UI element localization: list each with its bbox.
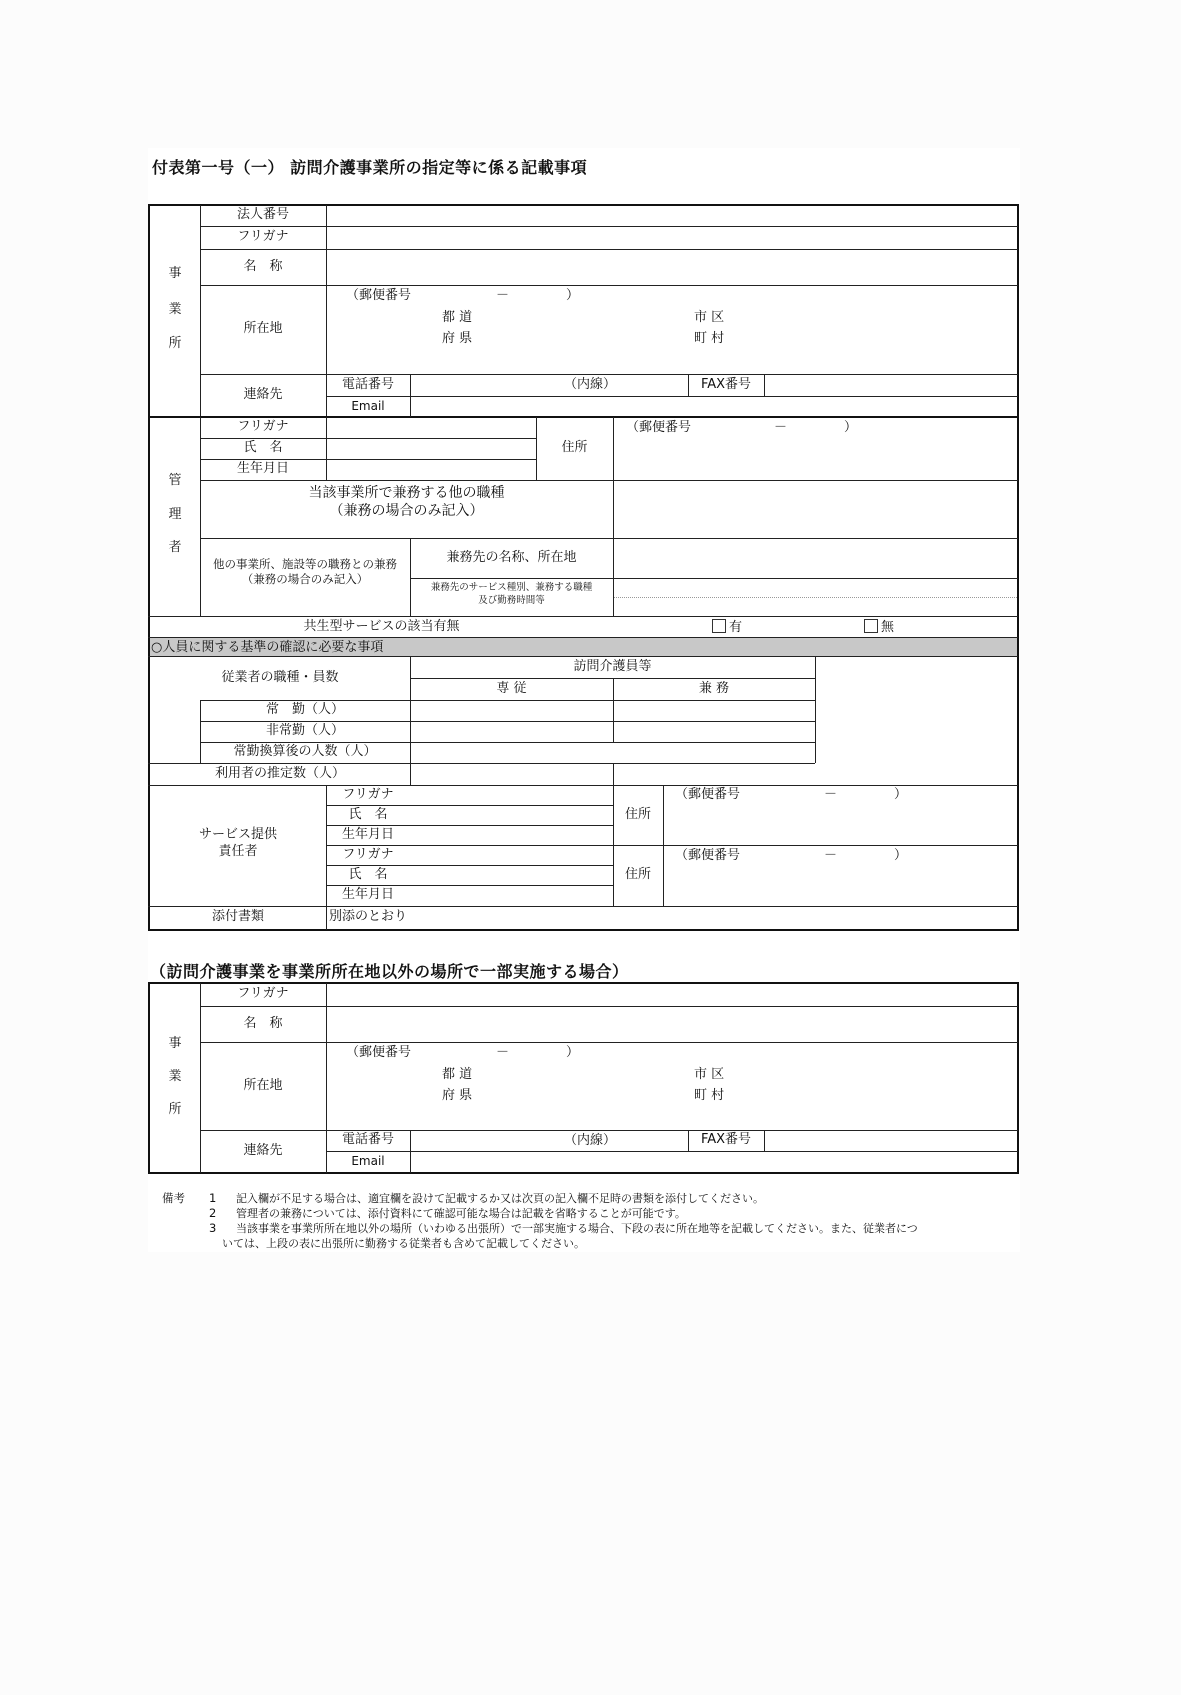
branch-name-field[interactable] xyxy=(327,1007,1017,1042)
sm2-postal-dash: － xyxy=(824,848,838,863)
manager-postal-close: ） xyxy=(844,420,858,435)
fulltime-concurrent-field[interactable] xyxy=(614,701,815,721)
office-extension-label: （内線） xyxy=(564,377,617,392)
concurrent-header: 兼 務 xyxy=(698,680,730,696)
corporate-number-label: 法人番号 xyxy=(236,207,289,223)
staff-type-label: 従業者の職種・員数 xyxy=(221,669,339,685)
attachments-label: 添付書類 xyxy=(211,909,264,925)
note-3-text-cont: いては、上段の表に出張所に勤務する従業者も含めて記載してください。 xyxy=(222,1237,585,1250)
note-1-text: 記入欄が不足する場合は、適宜欄を設けて記載するか又は次頁の記入欄不足時の書類を添付してください。 xyxy=(236,1192,764,1205)
office-contact-label: 連絡先 xyxy=(243,387,283,403)
note-2-number: 2 xyxy=(209,1206,217,1220)
sm2-birthdate-field[interactable] xyxy=(411,886,613,906)
manager-address-label: 住所 xyxy=(561,440,588,456)
manager-furigana-field[interactable] xyxy=(327,418,536,438)
sm1-birthdate-label: 生年月日 xyxy=(341,826,394,842)
sm1-postal-dash: － xyxy=(824,787,838,802)
fulltime-dedicated-field[interactable] xyxy=(411,701,613,721)
manager-group-char-1: 管 xyxy=(168,472,182,488)
office-postal-close: ） xyxy=(566,288,580,303)
home-helper-header: 訪問介護員等 xyxy=(573,658,652,674)
office-furigana-field[interactable] xyxy=(327,227,1017,249)
branch-address-field[interactable] xyxy=(327,1043,1017,1130)
sm2-furigana-label: フリガナ xyxy=(342,846,394,862)
sm1-postal-prefix: （郵便番号 xyxy=(675,787,741,802)
note-1-number: 1 xyxy=(209,1191,217,1205)
office-group-char-2: 業 xyxy=(168,301,182,317)
office-furigana-label: フリガナ xyxy=(237,229,289,245)
manager-postal-prefix: （郵便番号 xyxy=(626,420,692,435)
staffing-section-heading: ○人員に関する基準の確認に必要な事項 xyxy=(151,640,384,655)
other-office-name-field[interactable] xyxy=(614,539,1017,578)
office-city-line2: 町 村 xyxy=(694,331,725,346)
symbiotic-label: 共生型サービスの該当有無 xyxy=(303,618,460,634)
checkbox-yes[interactable] xyxy=(712,619,726,633)
office-pref-line2: 府 県 xyxy=(442,331,473,346)
notes-heading: 備考 xyxy=(162,1191,185,1205)
office-postal-prefix: （郵便番号 xyxy=(346,288,412,303)
sm2-postal-close: ） xyxy=(894,848,908,863)
symbiotic-no-label: 無 xyxy=(881,620,895,635)
branch-group-char-2: 業 xyxy=(168,1068,182,1084)
branch-fax-field[interactable] xyxy=(765,1131,1017,1151)
branch-pref-line2: 府 県 xyxy=(442,1088,473,1103)
checkbox-no[interactable] xyxy=(864,619,878,633)
sm2-postal-prefix: （郵便番号 xyxy=(675,848,741,863)
sm2-address-label: 住所 xyxy=(624,867,651,883)
grid-line xyxy=(613,763,614,785)
sm1-address-label: 住所 xyxy=(624,806,651,822)
form-title: 付表第一号（一） 訪問介護事業所の指定等に係る記載事項 xyxy=(152,158,588,177)
branch-postal-close: ） xyxy=(566,1045,580,1060)
estimated-users-field[interactable] xyxy=(411,764,613,785)
office-city-line1: 市 区 xyxy=(694,310,725,325)
manager-other-role-field[interactable] xyxy=(614,481,1017,538)
office-pref-line1: 都 道 xyxy=(442,310,473,325)
fte-field[interactable] xyxy=(411,743,815,763)
other-office-name-label: 兼務先の名称、所在地 xyxy=(446,549,577,565)
manager-name-label: 氏 名 xyxy=(243,440,283,456)
office-address-label: 所在地 xyxy=(243,321,283,337)
sm1-name-field[interactable] xyxy=(411,806,613,825)
branch-name-label: 名 称 xyxy=(243,1015,283,1031)
branch-postal-dash: － xyxy=(496,1045,510,1060)
other-office-service-line2: 及び勤務時間等 xyxy=(478,595,545,607)
branch-email-label: Email xyxy=(351,1154,385,1168)
manager-furigana-label: フリガナ xyxy=(237,419,289,435)
sm1-furigana-field[interactable] xyxy=(411,786,613,805)
other-office-service-field-1[interactable] xyxy=(614,579,1017,597)
note-3-text: 当該事業を事業所所在地以外の場所（いわゆる出張所）で一部実施する場合、下段の表に所在地等を記載してください。また、従業者につ xyxy=(236,1222,918,1235)
manager-other-office-line2: （兼務の場合のみ記入） xyxy=(241,571,369,586)
branch-group-char-1: 事 xyxy=(168,1035,182,1051)
other-office-service-field-2[interactable] xyxy=(614,598,1017,616)
grid-line xyxy=(1017,982,1019,1174)
office-postal-dash: － xyxy=(496,288,510,303)
branch-title: （訪問介護事業を事業所所在地以外の場所で一部実施する場合） xyxy=(150,962,629,981)
parttime-dedicated-field[interactable] xyxy=(411,722,613,742)
manager-birthdate-field[interactable] xyxy=(327,460,536,480)
fte-label: 常勤換算後の人数（人） xyxy=(233,744,377,760)
grid-line xyxy=(815,656,816,763)
sm2-name-label: 氏 名 xyxy=(348,866,388,882)
office-phone-field[interactable] xyxy=(411,375,688,396)
manager-other-office-line1: 他の事業所、施設等の職務との兼務 xyxy=(213,556,397,571)
note-3-number: 3 xyxy=(209,1221,217,1235)
symbiotic-no-option[interactable] xyxy=(864,619,894,634)
manager-group-char-3: 者 xyxy=(168,539,182,555)
branch-email-field[interactable] xyxy=(411,1152,1017,1172)
manager-group-char-2: 理 xyxy=(168,506,182,522)
sm1-postal-close: ） xyxy=(894,787,908,802)
office-group-char-1: 事 xyxy=(168,265,182,281)
note-2-text: 管理者の兼務については、添付資料にて確認可能な場合は記載を省略することが可能です。 xyxy=(236,1207,686,1220)
table1-border-bottom xyxy=(148,929,1019,931)
dedicated-header: 専 従 xyxy=(496,680,527,696)
branch-city-line1: 市 区 xyxy=(694,1067,725,1082)
branch-fax-label: FAX番号 xyxy=(700,1132,752,1148)
office-email-label: Email xyxy=(351,399,385,413)
service-manager-label-line1: サービス提供 xyxy=(198,826,277,842)
branch-phone-label: 電話番号 xyxy=(341,1132,394,1148)
manager-name-field[interactable] xyxy=(327,439,536,459)
parttime-label: 非常勤（人） xyxy=(265,723,344,739)
branch-group-char-3: 所 xyxy=(168,1101,182,1117)
branch-address-label: 所在地 xyxy=(243,1077,283,1093)
branch-extension-label: （内線） xyxy=(564,1133,617,1148)
branch-city-line2: 町 村 xyxy=(694,1088,725,1103)
office-group-char-3: 所 xyxy=(168,335,182,351)
branch-postal-prefix: （郵便番号 xyxy=(346,1045,412,1060)
manager-birthdate-label: 生年月日 xyxy=(236,461,289,477)
office-fax-label: FAX番号 xyxy=(700,376,752,392)
branch-pref-line1: 都 道 xyxy=(442,1067,473,1082)
manager-postal-dash: － xyxy=(774,420,788,435)
fulltime-label: 常 勤（人） xyxy=(265,702,344,718)
branch-phone-field[interactable] xyxy=(411,1131,688,1151)
symbiotic-yes-option[interactable] xyxy=(712,619,742,634)
branch-furigana-field[interactable] xyxy=(327,984,1017,1006)
estimated-users-label: 利用者の推定数（人） xyxy=(214,765,345,781)
sm1-furigana-label: フリガナ xyxy=(342,786,394,802)
branch-contact-label: 連絡先 xyxy=(243,1143,283,1159)
manager-other-role-line1: 当該事業所で兼務する他の職種 xyxy=(308,485,505,502)
sm2-furigana-field[interactable] xyxy=(411,846,613,865)
other-office-service-line1: 兼務先のサービス種別、兼務する職種 xyxy=(430,582,593,594)
attachments-value: 別添のとおり xyxy=(329,909,408,925)
sm1-name-label: 氏 名 xyxy=(348,806,388,822)
manager-other-role-line2: （兼務の場合のみ記入） xyxy=(329,503,484,520)
office-name-label: 名 称 xyxy=(243,258,283,274)
branch-furigana-label: フリガナ xyxy=(237,986,289,1002)
office-phone-label: 電話番号 xyxy=(341,376,394,392)
sm1-birthdate-field[interactable] xyxy=(411,826,613,845)
office-fax-field[interactable] xyxy=(765,375,1017,396)
symbiotic-yes-label: 有 xyxy=(729,620,743,635)
service-manager-label-line2: 責任者 xyxy=(218,843,258,859)
sm2-name-field[interactable] xyxy=(411,866,613,885)
office-address-field[interactable] xyxy=(327,286,1017,374)
table1-border-right xyxy=(1017,204,1019,931)
office-name-field[interactable] xyxy=(327,250,1017,285)
corporate-number-field[interactable] xyxy=(327,206,1017,226)
parttime-concurrent-field[interactable] xyxy=(614,722,815,742)
sm2-birthdate-label: 生年月日 xyxy=(341,887,394,903)
office-email-field[interactable] xyxy=(411,397,1017,416)
